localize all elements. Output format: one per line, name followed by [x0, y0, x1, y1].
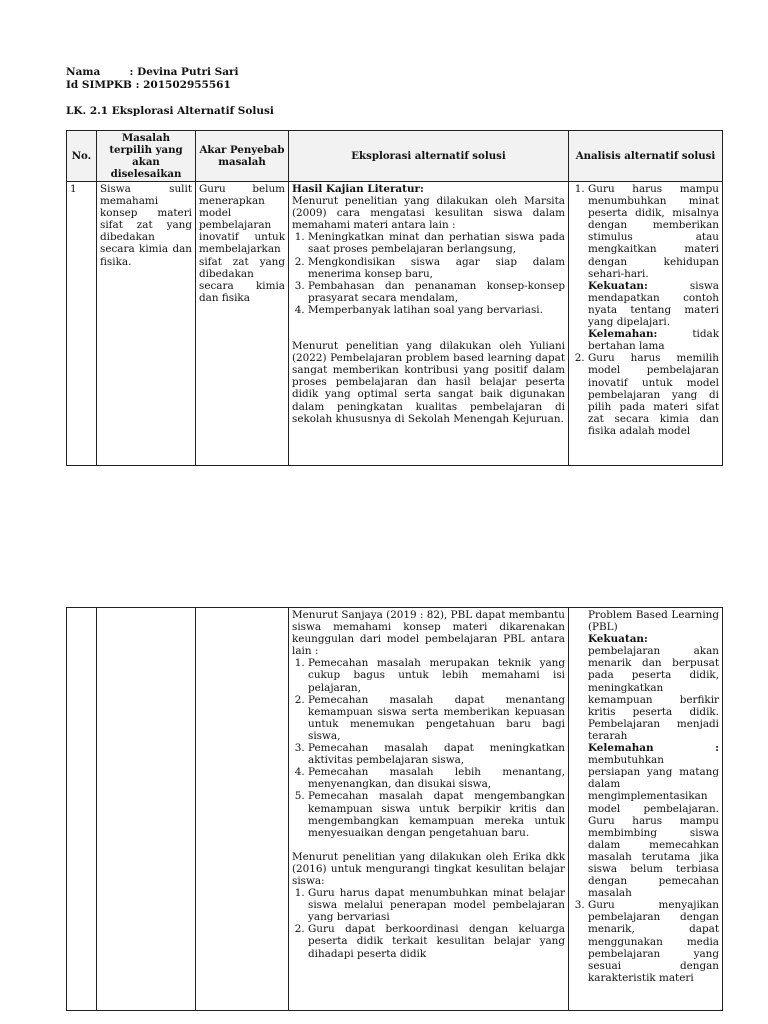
analisis-list — [572, 183, 719, 437]
analisis-continuation: Problem Based Learning (PBL) Kekuatan: pembelajaran akan menarik dan berpusat pada peserta didik, meningkatkan kemampuan berfikir kritis peserta didik. Pembelajaran menjadi terarah Kelemahan : membutuhkan persiapan yang matang dalam mengimplementasikan model pembelajaran. Guru harus mampu membimbing siswa dalam memecahkan masalah terutama jika siswa belum terbiasa dengan pemecahan masalah — [588, 609, 719, 900]
erika-list — [292, 887, 565, 960]
list-item: 2. Mengkondisikan siswa agar siap dalam menerima konsep baru, — [308, 256, 565, 280]
erika-paragraph: Menurut penelitian yang dilakukan oleh Erika dkk (2016) untuk mengurangi tingkat kesulitan belajar siswa: — [292, 850, 565, 887]
analisis-list — [572, 899, 719, 984]
yuliani-paragraph: Menurut penelitian yang dilakukan oleh Yuliani (2022) Pembelajaran problem based learning dapat sangat memberikan kontribusi yang positif dalam proses pembelajaran dan hasil belajar peserta didik yang optimal serta sangat baik digunakan dalam peningkatan kualitas pembelajaran di sekolah khususnya di Sekolah Menengah Kejuruan. — [292, 340, 565, 425]
list-item: 4. Memperbanyak latihan soal yang bervariasi. — [308, 304, 565, 316]
list-item: 1. Guru harus mampu menumbuhkan minat peserta didik, misalnya dengan memberikan stimulus atau mengkaitkan materi dengan kehidupan sehari-hari. Kekuatan: siswa mendapatkan contoh nyata tentang materi yang dipelajari. Kelemahan: tidak bertahan lama — [588, 183, 719, 352]
col-header-analisis: Analisis alternatif solusi — [569, 131, 723, 182]
list-item: 1. Pemecahan masalah merupakan teknik yang cukup bagus untuk lebih memahami isi pelajaran, — [308, 657, 565, 693]
col-header-no: No. — [67, 131, 97, 182]
list-item: 4. Pemecahan masalah lebih menantang, menyenangkan, dan disukai siswa, — [308, 766, 565, 790]
list-item: 3. Pembahasan dan penanaman konsep-konsep prasyarat secara mendalam, — [308, 280, 565, 304]
col-header-akar: Akar Penyebab masalah — [196, 131, 289, 182]
id-line: Id SIMPKB : 201502955561 — [66, 79, 231, 91]
solution-table-page2 — [66, 607, 723, 1011]
list-item: 2. Guru dapat berkoordinasi dengan keluarga peserta didik terkait kesulitan belajar yang dihadapi peserta didik — [308, 923, 565, 959]
kekuatan-label: Kekuatan: — [588, 633, 648, 646]
marsita-list — [292, 231, 565, 316]
list-item: 1. Meningkatkan minat dan perhatian siswa pada saat proses pembelajaran berlangsung, — [308, 231, 565, 255]
kelemahan-label: Kelemahan: — [588, 328, 658, 341]
akar-cell-empty — [196, 608, 289, 1011]
col-header-eksplorasi: Eksplorasi alternatif solusi — [289, 131, 569, 182]
solution-table-page1 — [66, 130, 723, 466]
list-item: 3. Guru menyajikan pembelajaran dengan menarik, dapat menggunakan media pembelajaran yang sesuai dengan karakteristik materi — [588, 899, 719, 984]
sanjaya-list — [292, 657, 565, 838]
eksplorasi-cell — [289, 608, 569, 1011]
analisis-cell — [569, 182, 723, 466]
list-item: 1. Guru harus dapat menumbuhkan minat belajar siswa melalui penerapan model pembelajaran yang bervariasi — [308, 887, 565, 923]
list-item: 2. Guru harus memilih model pembelajaran inovatif untuk model pembelajaran yang di pilih pada materi sifat zat secara kimia dan fisika adalah model — [588, 352, 719, 437]
list-item: 5. Pemecahan masalah dapat mengembangkan kemampuan siswa untuk berpikir kritis dan mengembangkan kemampuan mereka untuk menyesuaikan dengan pengetahuan baru. — [308, 790, 565, 838]
kelemahan-label-row: Kelemahan : — [588, 742, 719, 755]
section-title: LK. 2.1 Eksplorasi Alternatif Solusi — [66, 105, 274, 117]
row-number: 1 — [67, 182, 97, 466]
analisis-cell — [569, 608, 723, 1011]
kekuatan-label: Kekuatan: — [588, 279, 648, 292]
list-item: 2. Pemecahan masalah dapat menantang kemampuan siswa serta memberikan kepuasan untuk menemukan pengetahuan baru bagi siswa, — [308, 694, 565, 742]
masalah-cell: Siswa sulit memahami konsep materi sifat zat yang dibedakan secara kimia dan fisika. — [97, 182, 196, 466]
sanjaya-intro: Menurut Sanjaya (2019 : 82), PBL dapat membantu siswa memahami konsep materi dikarenakan keunggulan dari model pembelajaran PBL antara lain : — [292, 609, 565, 658]
row-number-empty — [67, 608, 97, 1011]
list-item: 3. Pemecahan masalah dapat meningkatkan aktivitas pembelajaran siswa, — [308, 742, 565, 766]
col-header-masalah: Masalah terpilih yang akan diselesaikan — [97, 131, 196, 182]
marsita-intro: Menurut penelitian yang dilakukan oleh Marsita (2009) cara mengatasi kesulitan siswa dalam memahami materi antara lain : — [292, 195, 565, 232]
eksplorasi-cell — [289, 182, 569, 466]
masalah-cell-empty — [97, 608, 196, 1011]
literature-heading: Hasil Kajian Literatur: — [292, 183, 424, 195]
akar-cell: Guru belum menerapkan model pembelajaran inovatif untuk membelajarkan sifat zat yang dibedakan secara kimia dan fisika — [196, 182, 289, 466]
name-line: Nama : Devina Putri Sari — [66, 66, 239, 78]
